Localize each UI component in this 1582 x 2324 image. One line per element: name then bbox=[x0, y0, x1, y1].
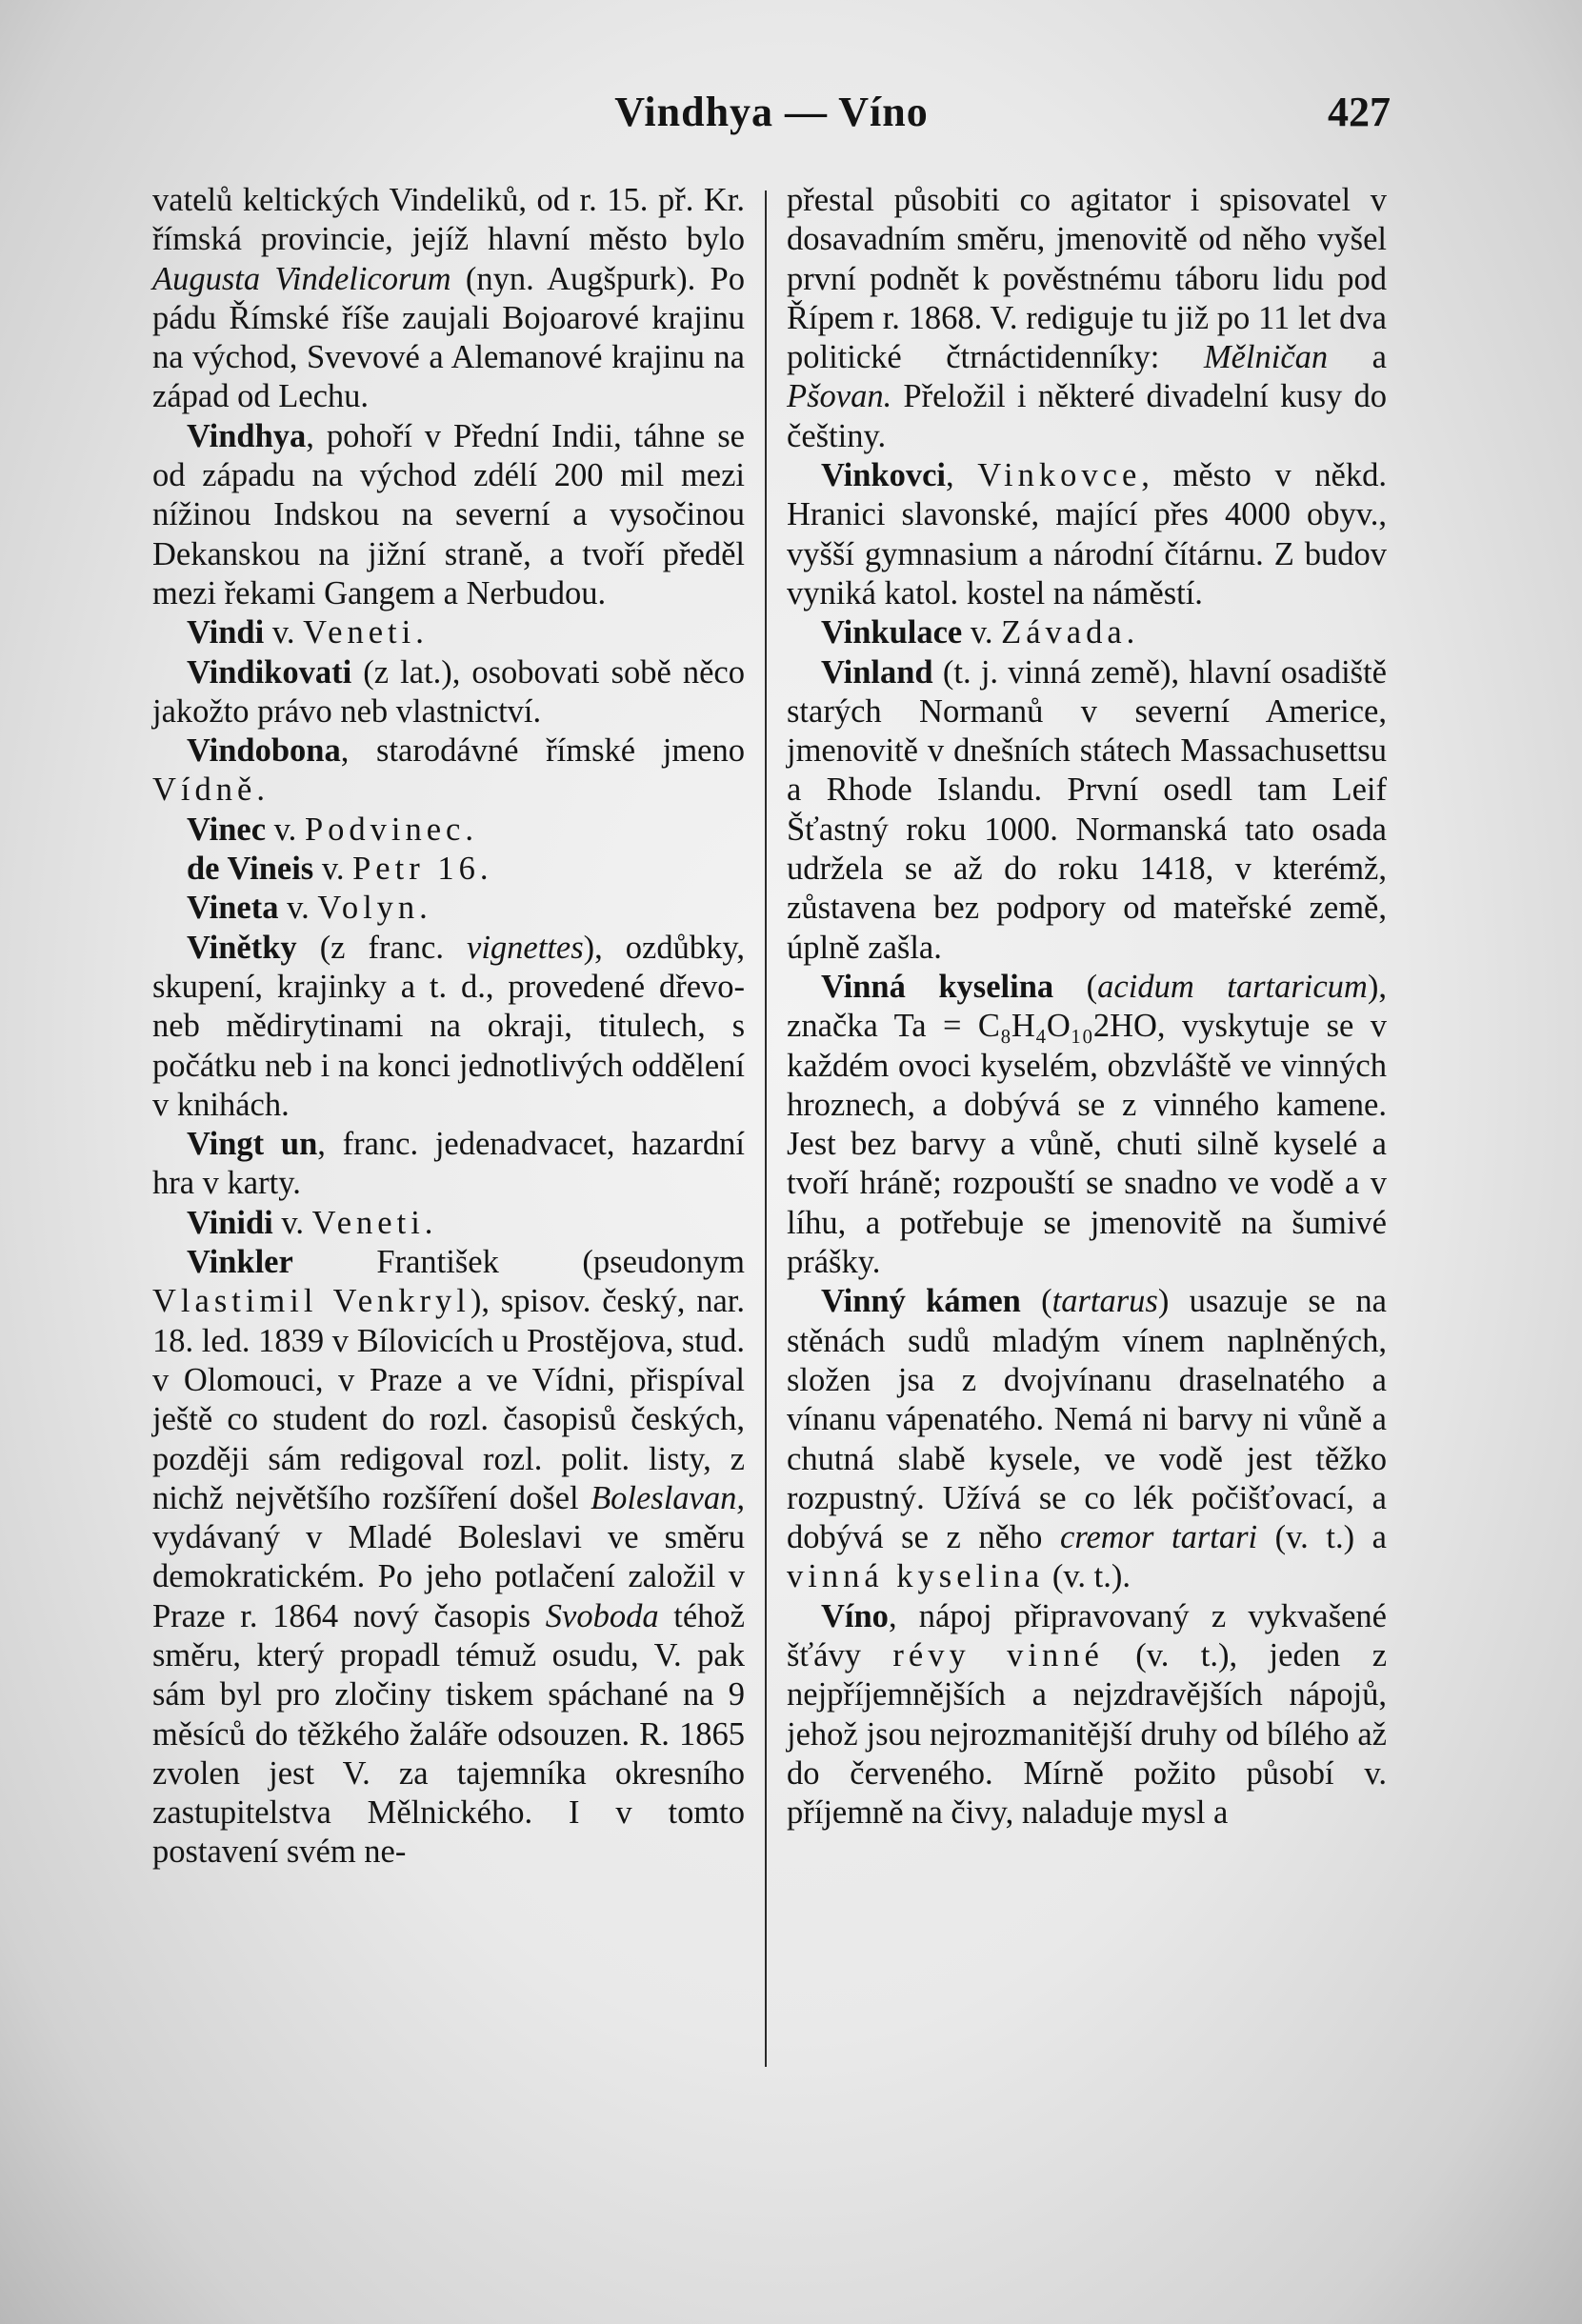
entry-text: téhož směru, který propadl témuž osudu, V. pak sám byl pro zločiny tiskem spáchané na 9 měsíců do těžkého žaláře odsouzen. R. 1865 zvolen jest V. za tajemníka okresního zastupitelstva Mělnického. I v tomto postavení svém ne- bbox=[152, 1597, 745, 1871]
entry-text: v. bbox=[272, 1204, 312, 1241]
entry-text: Vlastimil Venkryl bbox=[152, 1283, 471, 1320]
right-column bbox=[787, 181, 1387, 1833]
dictionary-entry bbox=[787, 456, 1387, 613]
dictionary-entry bbox=[152, 653, 745, 732]
entry-text: Přeložil i některé divadelní kusy do češtiny. bbox=[787, 378, 1387, 454]
dictionary-entry bbox=[152, 613, 745, 652]
entry-text: ), ozdůbky, skupení, krajinky a t. d., provedené dřevo- neb mědirytinami na okraji, titulech, s počátku neb i na konci jednotlivých oddělení v knihách. bbox=[152, 929, 745, 1123]
dictionary-entry bbox=[152, 1243, 745, 1873]
entry-text: přestal působiti co agitator i spisovatel v dosavadním směru, jmenovitě od něho vyšel první podnět k pověstnému táboru lidu pod Řípem r. 1868. V. rediguje tu již po 11 let dva politické čtrnáctidenníky: bbox=[787, 182, 1387, 376]
entry-text: vatelů keltických Vindeliků, od r. 15. př. Kr. římská provincie, jejíž hlavní město bylo bbox=[152, 182, 745, 258]
entry-headword: Vinkovci bbox=[821, 457, 946, 494]
entry-headword: Vinec bbox=[187, 811, 267, 848]
dictionary-entry bbox=[787, 1597, 1387, 1833]
entry-text: (z franc. bbox=[296, 929, 468, 966]
entry-text: (nyn. Augšpurk). Po pádu Římské říše zaujali Bojoarové krajinu na východ, Svevové a Alemanové krajinu na západ od Lechu. bbox=[152, 260, 745, 415]
entry-text: Veneti. bbox=[303, 614, 429, 651]
entry-headword: Vindobona bbox=[187, 732, 341, 770]
entry-text: Vídně. bbox=[152, 771, 270, 809]
dictionary-entry bbox=[787, 968, 1387, 1282]
entry-text: (v. t.). bbox=[1044, 1558, 1131, 1595]
entry-text: a bbox=[1328, 339, 1387, 376]
entry-text: (t. j. vinná země), hlavní osadiště starých Normanů v severní Americe, jmenovitě v dnešních státech Massachusettsu a Rhode Islandu. První osedl tam Leif Šťastný roku 1000. Normanská tato osada udržela se až do roku 1418, v kterémž, zůstavena bez podpory od mateřské země, úplně zašla. bbox=[787, 653, 1387, 966]
entry-text: Vinkovce bbox=[977, 457, 1142, 494]
entry-text: Mělničan bbox=[1203, 339, 1329, 376]
dictionary-entry bbox=[787, 181, 1387, 456]
entry-headword: Vindhya bbox=[187, 417, 307, 454]
entry-headword: Vinland bbox=[821, 653, 933, 691]
dictionary-entry bbox=[152, 731, 745, 811]
entry-text: Augusta Vindelicorum bbox=[152, 260, 451, 297]
entry-text: , franc. jedenadvacet, hazardní hra v karty. bbox=[152, 1126, 745, 1202]
entry-text: Boleslavan, bbox=[591, 1479, 745, 1516]
entry-headword: de Vineis bbox=[187, 851, 314, 888]
entry-text: ) usazuje se na stěnách sudů mladým vínem naplněných, složen jsa z dvojvínanu draselnatého a vínanu vápenatého. Nemá ni barvy ni vůně a chutná slabě kysele, ve vodě jest těžko rozpustný. Užívá se co lék počišťovací, a dobývá se z něho bbox=[787, 1283, 1387, 1556]
entry-text: vydávaný v Mladé Boleslavi ve směru demokratickém. Po jeho potlačení založil v Praze r. 1864 nový časopis bbox=[152, 1519, 745, 1634]
entry-text: (v. t.) a bbox=[1257, 1519, 1387, 1556]
column-divider bbox=[765, 190, 767, 2067]
entry-text: révy vinné bbox=[892, 1636, 1104, 1673]
dictionary-entry bbox=[152, 850, 745, 889]
dictionary-entry bbox=[152, 417, 745, 613]
entry-headword: Vinný kámen bbox=[821, 1283, 1021, 1320]
entry-text: , bbox=[946, 457, 978, 494]
entry-headword: Vingt un bbox=[187, 1126, 318, 1163]
entry-text: acidum tartaricum bbox=[1097, 968, 1368, 1005]
entry-headword: Víno bbox=[821, 1597, 889, 1634]
running-head: Vindhya — Víno bbox=[614, 89, 929, 135]
entry-headword: Vindi bbox=[187, 614, 265, 651]
entry-text: Petr 16. bbox=[352, 851, 493, 888]
entry-text: ( bbox=[1053, 968, 1098, 1005]
entry-text: v. bbox=[264, 614, 304, 651]
dictionary-entry bbox=[787, 653, 1387, 968]
entry-text: v. bbox=[278, 890, 318, 927]
entry-headword: Vinětky bbox=[187, 929, 297, 966]
dictionary-entry bbox=[152, 889, 745, 928]
page-header bbox=[152, 88, 1391, 154]
dictionary-entry bbox=[152, 929, 745, 1125]
entry-text: ( bbox=[1020, 1283, 1052, 1320]
entry-text: v. bbox=[266, 811, 305, 848]
entry-text: Podvinec. bbox=[304, 811, 478, 848]
entry-headword: Vinidi bbox=[187, 1204, 273, 1241]
entry-headword: Vindikovati bbox=[187, 653, 352, 691]
entry-headword: Vinkulace bbox=[821, 614, 963, 651]
entry-headword: Vinkler bbox=[187, 1244, 293, 1281]
entry-text: Pšovan. bbox=[787, 378, 892, 415]
left-column bbox=[152, 181, 745, 1873]
entry-text: Volyn. bbox=[317, 890, 432, 927]
entry-text: Svoboda bbox=[545, 1597, 659, 1634]
entry-text: ), spisov. český, nar. 18. led. 1839 v Bílovicích u Prostějova, stud. v Olomouci, v Praze a ve Vídni, přispíval ještě co student do rozl. časopisů českých, později sám redigoval rozl. polit. listy, z nichž největšího rozšíření došel bbox=[152, 1283, 745, 1516]
dictionary-entry bbox=[152, 181, 745, 417]
entry-headword: Vinná kyselina bbox=[821, 968, 1054, 1005]
entry-text: Veneti. bbox=[311, 1204, 438, 1241]
dictionary-entry bbox=[152, 811, 745, 850]
dictionary-entry bbox=[787, 1282, 1387, 1596]
entry-text: (v. t.), jeden z nejpříjemnějších a nejzdravějších nápojů, jehož jsou nejrozmanitější druhy od bílého až do červeného. Mírně požito působí v. příjemně na čivy, naladuje mysl a bbox=[787, 1636, 1388, 1832]
entry-text: František (pseudonym bbox=[292, 1244, 745, 1281]
entry-text: ), značka Ta = C₈H₄O₁₀2HO, vyskytuje se v každém ovoci kyselém, obzvláště ve vinných hroznech, a dobývá se z vinného kamene. Jest bez barvy a vůně, chuti silně kyselé a tvoří hráně; rozpouští se snadno ve vodě a v líhu, a potřebuje se jmenovitě na šumivé prášky. bbox=[787, 968, 1387, 1281]
entry-headword: Vineta bbox=[187, 890, 279, 927]
dictionary-entry bbox=[787, 613, 1387, 652]
entry-text: v. bbox=[962, 614, 1002, 651]
page-number: 427 bbox=[1328, 89, 1391, 135]
entry-text: , pohoří v Přední Indii, táhne se od západu na východ zdélí 200 mil mezi nížinou Indskou na severní a vysočinou Dekanskou na jižní straně, a tvoří předěl mezi řekami Gangem a Nerbudou. bbox=[152, 417, 745, 611]
entry-text: , město v někd. Hranici slavonské, mající přes 4000 obyv., vyšší gymnasium a národní čítárnu. Z budov vyniká katol. kostel na náměstí. bbox=[787, 457, 1387, 611]
entry-text: Závada. bbox=[1001, 614, 1140, 651]
entry-text: tartarus bbox=[1051, 1283, 1158, 1320]
entry-text: , starodávné římské jmeno bbox=[340, 732, 745, 770]
entry-text: , nápoj připravovaný z vykvašené šťávy bbox=[787, 1597, 1387, 1673]
dictionary-entry bbox=[152, 1204, 745, 1243]
dictionary-entry bbox=[152, 1125, 745, 1204]
entry-text: cremor tartari bbox=[1060, 1519, 1258, 1556]
entry-text: (z lat.), osobovati sobě něco jakožto právo neb vlastnictví. bbox=[152, 653, 745, 730]
entry-text: vinná kyselina bbox=[787, 1558, 1045, 1595]
entry-text: v. bbox=[313, 851, 353, 888]
entry-text: vignettes bbox=[467, 929, 584, 966]
